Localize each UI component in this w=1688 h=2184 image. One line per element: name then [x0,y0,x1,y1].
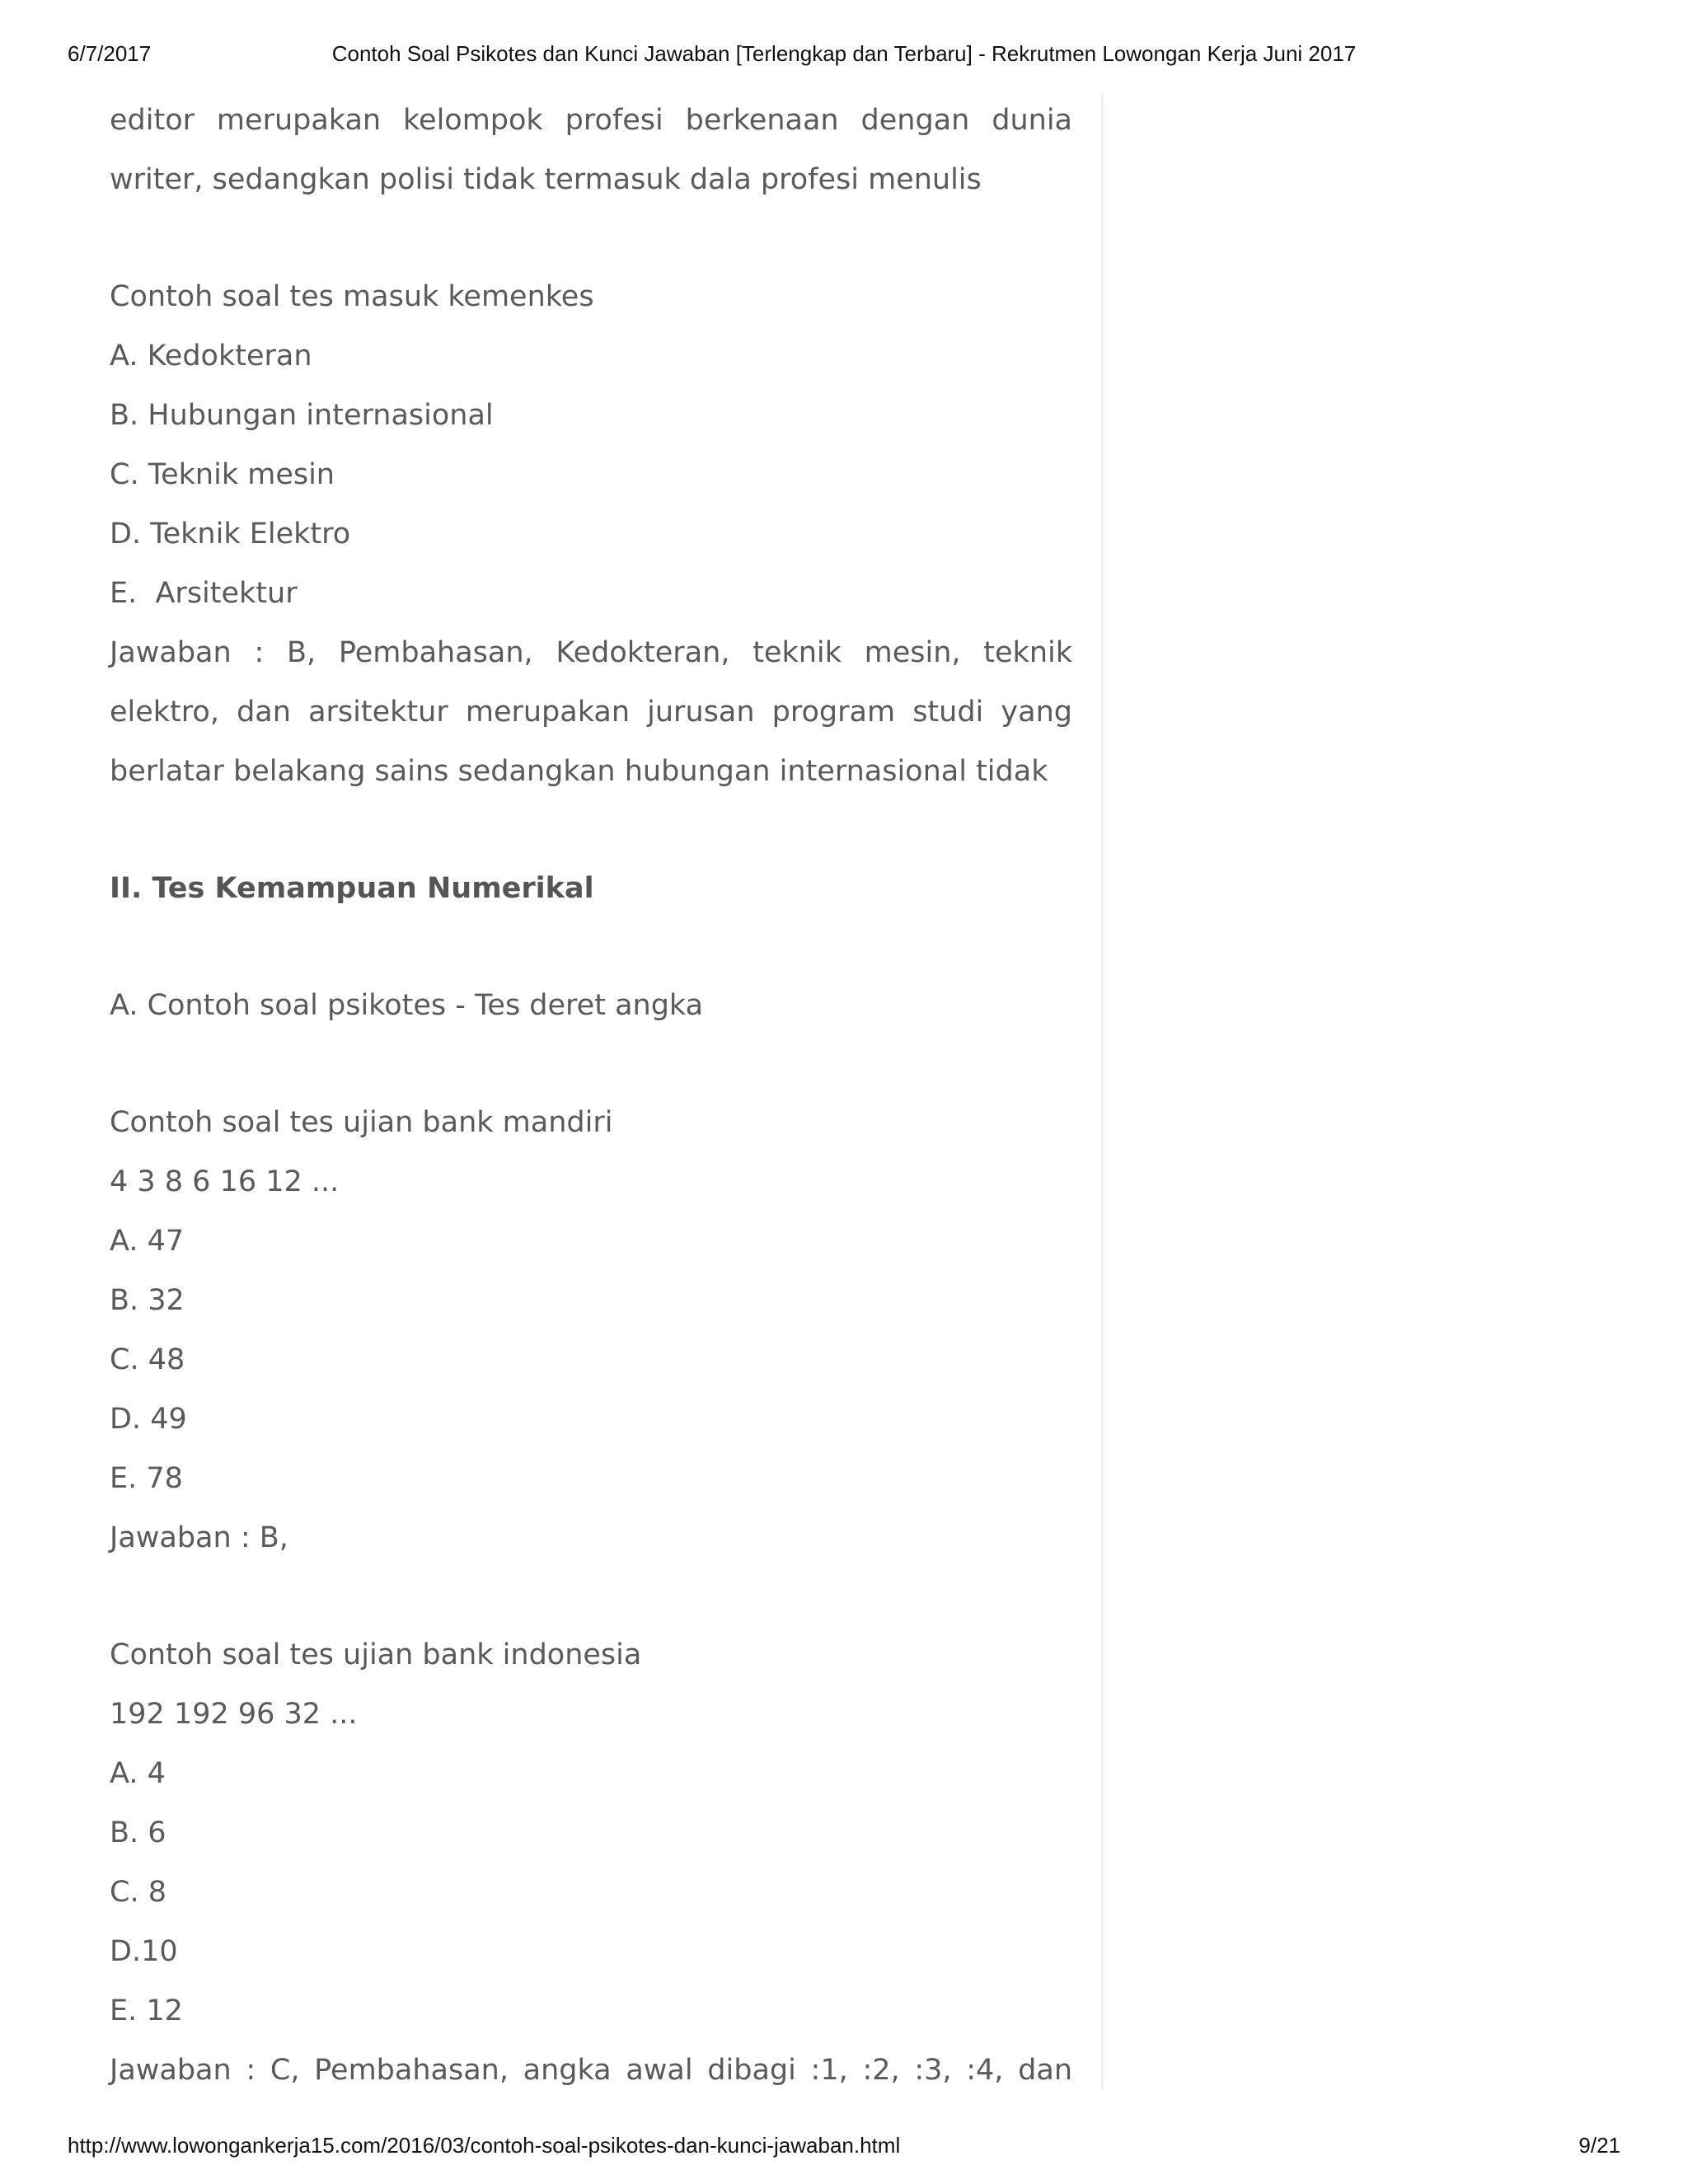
number-sequence: 192 192 96 32 ... [110,1698,358,1731]
answer-option: E. 78 [110,1462,183,1495]
answer-option: D.10 [110,1935,178,1968]
answer-option: E. Arsitektur [110,577,298,610]
subsection-title: A. Contoh soal psikotes - Tes deret angka [110,989,704,1022]
answer-option: E. 12 [110,1994,183,2027]
page-number: 9/21 [1578,2133,1620,2158]
article-body [110,91,1072,2100]
answer-option: D. 49 [110,1403,187,1436]
spacer [110,1035,1072,1093]
answer-explanation: berlatar belakang sains sedangkan hubungan internasional tidak [110,755,1048,788]
print-date: 6/7/2017 [68,41,152,66]
spacer [110,918,1072,976]
print-footer [0,2133,1688,2166]
sidebar-divider [1101,95,1104,2089]
number-sequence: 4 3 8 6 16 12 ... [110,1165,340,1198]
paragraph-line: writer, sedangkan polisi tidak termasuk dala profesi menulis [110,163,982,196]
answer-key: Jawaban : B, [110,1521,288,1554]
answer-option: B. 32 [110,1284,185,1317]
question-title: Contoh soal tes ujian bank mandiri [110,1106,613,1139]
answer-option: C. 48 [110,1343,185,1376]
answer-explanation: Jawaban : C, Pembahasan, angka awal dibagi :1, :2, :3, :4, dan [110,2054,1072,2087]
page-url: http://www.lowongankerja15.com/2016/03/contoh-soal-psikotes-dan-kunci-jawaban.html [68,2133,901,2158]
answer-option: A. Kedokteran [110,340,312,373]
answer-option: C. Teknik mesin [110,458,335,491]
spacer [110,1568,1072,1625]
document-title: Contoh Soal Psikotes dan Kunci Jawaban [Terlengkap dan Terbaru] - Rekrutmen Lowongan Kerja Juni 2017 [331,41,1357,66]
answer-option: C. 8 [110,1876,166,1909]
paragraph-line: editor merupakan kelompok profesi berkenaan dengan dunia [110,104,1072,137]
print-header [0,41,1688,74]
answer-option: A. 4 [110,1757,166,1790]
answer-option: B. Hubungan internasional [110,399,494,432]
answer-option: B. 6 [110,1816,166,1849]
answer-explanation: elektro, dan arsitektur merupakan jurusan program studi yang [110,696,1072,729]
answer-option: A. 47 [110,1225,185,1258]
spacer [110,209,1072,267]
spacer [110,801,1072,859]
answer-explanation: Jawaban : B, Pembahasan, Kedokteran, teknik mesin, teknik [110,636,1072,669]
question-title: Contoh soal tes ujian bank indonesia [110,1638,642,1671]
section-heading: II. Tes Kemampuan Numerikal [110,872,594,905]
question-title: Contoh soal tes masuk kemenkes [110,280,594,313]
answer-option: D. Teknik Elektro [110,518,351,551]
